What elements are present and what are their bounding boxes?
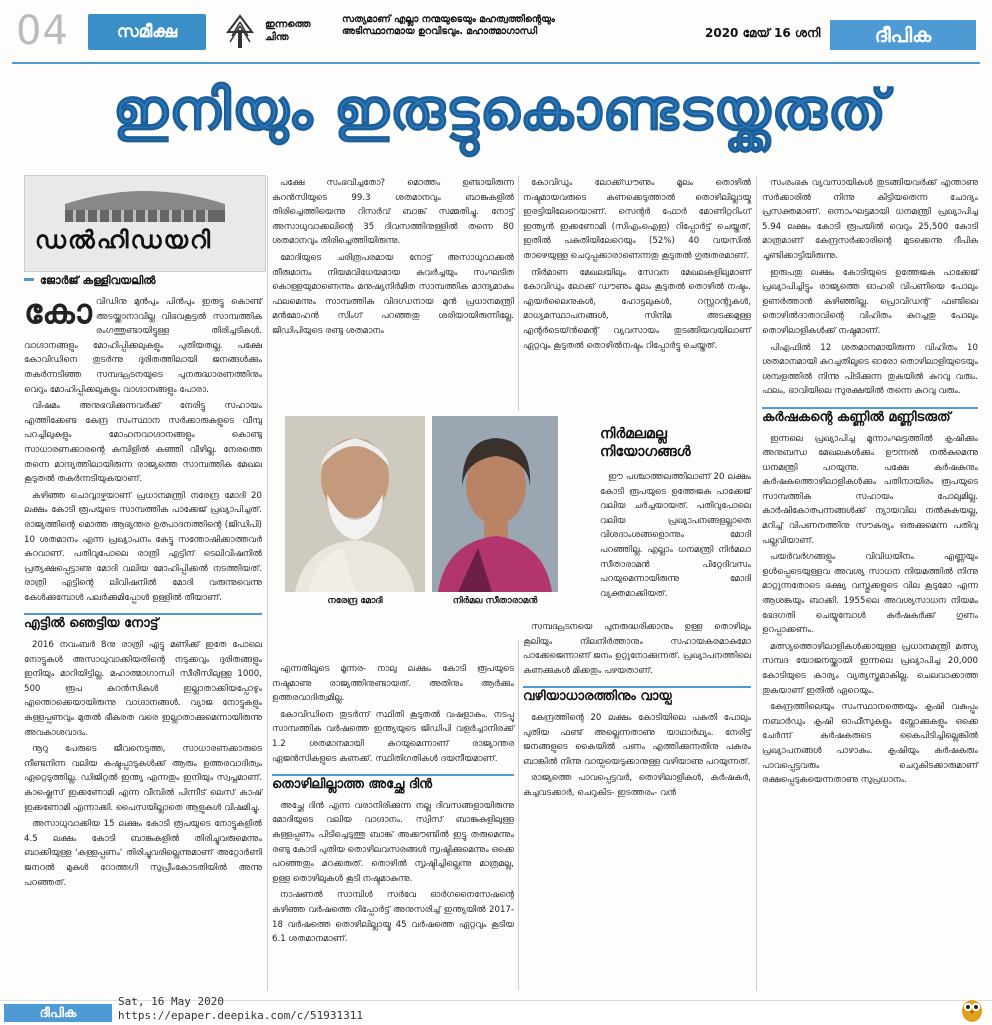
column-divider [267,176,268,991]
subheading: വഴിയാധാരത്തിനും വായ്പ [523,686,751,705]
article-column-4 [762,176,978,790]
article-column-3 [523,176,751,355]
footer-date: Sat, 16 May 2020 [118,995,224,1008]
paragraph: 2016 നവംബർ 8നു രാത്രി എട്ടു മണിക്ക് ഇതേ പോലെ നോട്ടുകൾ അസാധുവാക്കിയതിന്റെ നടുക്കവും ദുരിതങ്ങളും ഇനിയും മാറിയിട്ടില്ല. മഹാത്മാഗാന്ധി സീരീസിലുള്ള 1000, 500 രൂപ കറൻസികൾ ഇല്ലാതാക്കിയപ്പോഴും എന്തൊക്കെയായിരുന്നു വാഗ്ദാനങ്ങൾ. വ്യാജ നോട്ടുകളും കള്ളപ്പണവും മുതൽ ഭീകരത വരെ ഇല്ലാതാക്കുമെന്നായിരുന്നു അവകാശവാദം. [24,640,262,738]
paragraph: പയർവർഗങ്ങളും വിവിധയിനം എണ്ണയും ഉൾപ്പെടെയുള്ളവ അവശ്യ സാധന നിയമത്തിൽ നിന്നു മാറ്റുന്നതോടെ ഭക്ഷ്യ വസ്തുക്കളുടെ വില കൂടുമോ എന്ന ആശങ്കയും ബാക്കി. 1955ലെ അവശ്യസാധന നിയമം ഭേദഗതി ചെയ്യുമ്പോൾ കർഷകർക്ക് ഗുണം ഉറപ്പാക്കണം. [762,552,978,636]
paragraph: നാഷണൽ സാമ്പിൾ സർവേ ഓർഗനൈസേഷന്റെ കഴിഞ്ഞ വർഷത്തെ റിപ്പോർട്ട് അനുസരിച്ച് ഇന്ത്യയിൽ 2017-18 വർഷത്തെ തൊഴിലില്ലായ്മ 45 വർഷത്തെ ഏറ്റവും കൂടിയ 6.1 ശതമാനമാണ്. [272,890,514,945]
paragraph: നൂറു പേരുടെ ജീവനെടുത്ത, സാധാരണക്കാരുടെ നീണ്ടനിന്ന വലിയ കഷ്ടപ്പാടുകൾക്ക് ആരും ഉത്തരവാദിത്വം ഏറ്റെടുത്തില്ല. ഡിജിറ്റൽ ഇന്ത്യ എന്നതും ഇനിയും സ്വപ്നമാണ്. കാഷ്ലെസ് ഇക്കണോമി എന്ന വീമ്പിൽ പിന്നീട് ലെസ് കാഷ് ഇക്കണോമി എന്നാക്കി. പൈസയില്ലാതെ ആളുകൾ വിഷമിച്ചു. [24,744,262,813]
column-title: ഡൽഹിഡയറി [35,226,213,254]
paragraph: ഇന്നലെ പ്രഖ്യാപിച്ച മൂന്നാംഘട്ടത്തിൽ കൃഷിക്കും അനുബന്ധ മേഖലകൾക്കും ഊന്നൽ നൽകുമെന്നു ധനമന്ത്രി പറയുന്നു. പക്ഷേ കർഷകനും കർഷകത്തൊഴിലാളികൾക്കും പതിനായിരം രൂപയുടെ സാമ്പത്തിക സഹായം പോലുമില്ല. കാർഷികോത്പന്നങ്ങൾക്ക് ന്യായവില നൽകുകയല്ല, മറിച്ച് വിപണനത്തിനു സൗകര്യം ഒരുക്കുമെന്ന പതിവു പല്ലവിയാണ്. [762,433,978,546]
parliament-icon [55,184,235,224]
page-headline: ഇനിയും ഇരുട്ടുകൊണ്ടടയ്ക്കരുത് [112,78,888,143]
article-column-3-narrow [600,470,751,603]
paragraph: കോവിഡും ലോക്ക്ഡൗണും മൂലം തൊഴിൽ നഷ്ടമായവരുടെ കണക്കെടുത്താൽ തൊഴിലില്ലായ്മ ഇരട്ടിയിലേറെയാണ്. സെന്റർ ഫോർ മോണിറ്ററിംഗ് ഇന്ത്യൻ ഇക്കണോമി (സിഎംഐഇ) റിപ്പോർട്ട് ചെയ്തത്, ഇതിൽ പകുതിയിലേറെയും (52%) 40 വയസിൽ താഴെയുള്ള ചെറുപ്പക്കാരാണെന്നതു കൂടുതൽ ഗുരുതരമാണ്. [523,178,751,261]
column-divider [518,176,519,411]
paragraph: പിഎഫിൽ 12 ശതമാനമായിരുന്ന വിഹിതം 10 ശതമാനമായി കുറച്ചതിലൂടെ ഓരോ തൊഴിലാളിയുടെയും ശമ്പളത്തിൽ നിന്നു പിടിക്കുന്ന തുകയിൽ കുറവു വരും. ഫലം, ഭാവിയിലെ സുരക്ഷയിൽ തന്നെ കുറവു വരും. [762,342,978,397]
paragraph: അസാധുവാക്കിയ 15 ലക്ഷം കോടി രൂപയുടെ നോട്ടുകളിൽ 4.5 ലക്ഷം കോടി ബാങ്കുകളിൽ തിരിച്ചുവരുമെന്നും ബാക്കിയുള്ള 'കള്ളപ്പണം' തിരിച്ചുവരില്ലെന്നുമാണ് അറ്റോർണി ജനറൽ മുകുൾ റോത്തഗി സുപ്രീംകോടതിയിൽ അന്നു പറഞ്ഞത്. [24,819,262,888]
section-label: സമീക്ഷ [88,14,206,50]
paragraph: നിർമാണ മേഖലയിലും സേവന മേഖലകളിലുമാണ് കോവിഡും ലോക്ക് ഡൗണും മൂലം കൂടുതൽ തൊഴിൽ നഷ്ടം. എയർലൈനുകൾ, ഹോട്ടലുകൾ, റസ്റ്ററന്റുകൾ, മാധ്യമസ്ഥാപനങ്ങൾ, സിനിമ അടക്കമുള്ള എന്റർടെയ്ൻമെന്റ് വ്യവസായം തുടങ്ങിയവയിലാണ് ഏറ്റവും കൂടുതൽ തൊഴിൽനഷ്ടം റിപ്പോർട്ടു ചെയ്തത്. [523,267,751,351]
paragraph: മോദിയുടെ ചരിത്രപരമായ നോട്ട് അസാധുവാക്കൽ തീരുമാനം നിയമവിധേയമായ കവർച്ചയും സംഘടിത കൊള്ളയുമാണെന്നും മനുഷ്യനിർമിത സാമ്പത്തിക മാന്ദ്യമാകും ഫലമെന്നും സാമ്പത്തിക വിദഗ്ധനായ മുൻ പ്രധാനമന്ത്രി മൻമോഹൻ സിംഗ് പറഞ്ഞതു ശരിയായിരുന്നില്ലേ. ജിഡിപിയുടെ രണ്ടു ശതമാനം [272,252,514,336]
paragraph: രാജ്യത്തെ പാവപ്പെട്ടവർ, തൊഴിലാളികൾ, കർഷകർ, കച്ചവടക്കാർ, ചെറുകിട- ഇടത്തരം- വൻ [523,773,751,798]
author-byline: ജോർജ് കള്ളിവയലിൽ [40,274,156,287]
subheading: എട്ടിൽ ഞെട്ടിയ നോട്ട് [24,613,262,632]
footer-logo[interactable]: ദീപിക [4,1004,112,1022]
subheading: തൊഴിലില്ലാത്ത അച്ഛേ ദിൻ [272,774,514,793]
pull-heading: നിർമലമല്ല നിയോഗങ്ങൾ [600,426,691,460]
paragraph: സമ്പദ്ഘടനയെ പുനരുദ്ധരിക്കാനും ഉള്ള തൊഴിലും കൂലിയും നിലനിർത്താനും സഹായകരമാകുമോ പാക്കേജെന്നാണ് ജനം ഉറ്റുനോക്കുന്നത്. പ്രഖ്യാപനത്തിലെ കണക്കുകൾ മിക്കതും പഴയതാണ്. [523,622,751,676]
photo-caption: നിർമല സീതാരാമൻ [452,596,538,606]
photo-modi [285,416,425,592]
thought-label: ഇന്നത്തെ ചിന്ത [265,19,311,43]
paragraph: കഴിഞ്ഞ ചൊവ്വാഴ്ചയാണ് പ്രധാനമന്ത്രി നരേന്ദ്ര മോദി 20 ലക്ഷം കോടി രൂപയുടെ സാമ്പത്തിക പാക്കേജ് പ്രഖ്യാപിച്ചത്. രാജ്യത്തിന്റെ മൊത്ത ആഭ്യന്തര ഉത്പാദനത്തിന്റെ (ജിഡിപി) 10 ശതമാനം എന്ന പ്രഖ്യാപനം കേട്ടു സന്തോഷിക്കാത്തവർ കുറവാണ്. പതിവുപോലെ രാത്രി എട്ടിന് ടെലിവിഷനിൽ പ്രത്യക്ഷപ്പെട്ടാണു മോദി വലിയ മോഹിപ്പിക്കൽ നടത്തിയത്. രാത്രി എട്ടിന്റെ ലിവിഷനിൽ മോദി വരുന്നുവെന്നു കേൾക്കുമ്പോൾ പലർക്കുമിപ്പോൾ ഉള്ളിൽ തീയാണ്. [24,490,262,603]
portrait-icon [285,416,425,592]
paragraph: കേന്ദ്രത്തിലെയും സംസ്ഥാനത്തെയും കൃഷി വകുപ്പും നബാർഡും കൃഷി ഓഫീസുകളും ബ്ലോക്കുകളും ഒക്കെ ചേർന്ന് കർഷകരുടെ കൈപിടിച്ചില്ലെങ്കിൽ പ്രഖ്യാപനങ്ങൾ പാഴാകും. കൃഷിയും കർഷകരും പാവപ്പെട്ടവരും ചെറുകിടക്കാരുമാണ് രക്ഷപ്പെടുകയെന്നതാണു സുപ്രധാനം. [762,702,978,786]
paragraph: പക്ഷേ സംഭവിച്ചതോ? മൊത്തം ഉണ്ടായിരുന്ന കറൻസിയുടെ 99.3 ശതമാനവും ബാങ്കുകളിൽ തിരിച്ചെത്തിയെന്നു റിസർവ് ബാങ്ക് സമ്മതിച്ചു. നോട്ട് അസാധുവാക്കലിന്റെ 35 ദിവസത്തിനുള്ളിൽ തന്നെ 80 ശതമാനവും തിരിച്ചെത്തിയിരുന്നു. [272,178,514,247]
header-divider [12,62,980,64]
article-column-2-continued [272,662,514,949]
drop-cap: കോ [24,292,92,332]
owl-icon[interactable] [960,995,984,1023]
paragraph: മത്സ്യത്തൊഴിലാളികൾക്കായുള്ള പ്രധാനമന്ത്രി മത്സ്യ സമ്പദ യോജനയ്ക്കായി ഇന്നലെ പ്രഖ്യാപിച്ച 20,000 കോടിയുടെ കാര്യം വ്യത്യസ്തമാകില്ല. ചെലവാക്കാത്ത തുകയാണ് ഇതിൽ ഏറെയും. [762,641,978,696]
footer-url[interactable]: https://epaper.deepika.com/c/51931311 [118,1009,364,1022]
paragraph: വിഷമം അനുഭവിക്കുന്നവർക്ക് നേരിട്ടു സഹായം എത്തിക്കേണ്ട കേന്ദ്ര സംസ്ഥാന സർക്കാരുകളുടെ വീമ്പു പറച്ചിലുകളും മോഹനവാഗ്ദാനങ്ങളും കൊണ്ടു സാധാരണക്കാരന്റെ കുമ്പിളിൽ കഞ്ഞി വീഴില്ല. നേരത്തെ തന്നെ മാന്ദ്യത്തിലായിരുന്ന രാജ്യത്തെ സാമ്പത്തിക മേഖല കൂടുതൽ തകർന്നടിയുകയാണ്. [24,401,262,485]
column-divider [756,176,757,991]
subheading: കർഷകന്റെ കണ്ണിൽ മണ്ണിടരുത് [762,407,978,426]
paragraph: എന്നതിലൂടെ മൂന്നര- നാലു ലക്ഷം കോടി രൂപയുടെ നഷ്ടമാണു രാജ്യത്തിനുണ്ടായത്. അതിനും ആർക്കും ഉത്തരവാദിത്വമില്ല. [272,664,514,704]
portrait-icon [432,416,558,592]
paragraph: ഈ പശ്ചാത്തലത്തിലാണ് 20 ലക്ഷം കോടി രൂപയുടെ ഉത്തേജക പാക്കേജ് വലിയ ചർച്ചയായത്. പതിവുപോലെ വലിയ പ്രഖ്യാപനങ്ങളല്ലാതെ വിശദാംശങ്ങളൊന്നും മോദി പറഞ്ഞില്ല. എല്ലാം ധനമന്ത്രി നിർമലാ സീതാരാമൻ പിറ്റേദിവസം പറയുമെന്നായിരുന്നു മോദി വ്യക്തമാക്കിയത്. [600,472,751,599]
article-column-2 [272,176,514,341]
paragraph: കോവിഡിനെ തുടർന്ന് സ്ഥിതി കൂടുതൽ വഷളാകും. നടപ്പു സാമ്പത്തിക വർഷത്തെ ഇന്ത്യയുടെ ജിഡിപി വളർച്ചാനിരക്ക് 1.2 ശതമാനമായി കുറയുമെന്നാണ് രാജ്യാന്തര ഏജൻസികളുടെ കണക്ക്. സ്ഥിതിഗതികൾ ദയനീയമാണ്. [272,709,514,764]
paragraph: കേന്ദ്രത്തിന്റെ 20 ലക്ഷം കോടിയിലെ പകുതി പോലും പുതിയ ഫണ്ട് അല്ലെന്നതാണു യാഥാർഥ്യം. നേരിട്ട് ജനങ്ങളുടെ കൈയിൽ പണം എത്തിക്കുന്നതിനു പകരം ബാങ്കിൽ നിന്നു വായ്പയെടുക്കാനുള്ള വഴിയാണു പറയുന്നത്. [523,712,751,767]
page-number: 04 [16,8,69,54]
photo-nirmala [432,416,558,592]
column-logo [24,175,266,272]
article-column-1 [24,292,262,892]
brand-logo: ദീപിക [830,20,976,50]
epaper-footer [0,995,992,1025]
paragraph: സംരംഭക വ്യവസായികൾ തുടങ്ങിയവർക്ക് എന്താണു സർക്കാരിൽ നിന്നു കിട്ടിയതെന്ന ചോദ്യം പ്രസക്തമാണ്. ഒന്നാംഘട്ടമായി ധനമന്ത്രി പ്രഖ്യാപിച്ച 5.94 ലക്ഷം കോടി രൂപയിൽ വെറും 25,500 കോടി മാത്രമാണ് കേന്ദ്രസർക്കാരിന്റെ മുടക്കെന്നു ദീപിക ചൂണ്ടിക്കാട്ടിയിരുന്നു. [762,178,978,261]
paragraph: അച്ഛേ ദിൻ എന്ന വരാനിരിക്കുന്ന നല്ല ദിവസങ്ങളായിരുന്നു മോദിയുടെ വലിയ വാഗ്ദാനം. സ്വിസ് ബാങ്കുകളിലുള്ള കള്ളപ്പണം പിടിച്ചെടുത്തു ബാങ്ക് അക്കൗണ്ടിൽ ഇട്ടു തരുമെന്നും രണ്ടു കോടി പുതിയ തൊഴിലവസരങ്ങൾ സൃഷ്ടിക്കുമെന്നും ഒക്കെ പറഞ്ഞതും മറക്കരുത്. തൊഴിൽ സൃഷ്ടിച്ചില്ലെന്നു മാത്രമല്ല, ഉള്ള തൊഴിലുകൾ കൂടി നഷ്ടമാകുന്നു. [272,800,514,884]
photo-caption: നരേന്ദ്ര മോദി [327,596,383,606]
page-header [10,8,982,58]
article-column-3-continued [523,620,751,803]
quote-of-day: സത്യമാണ് എല്ലാ നന്മയുടെയും മഹത്വത്തിന്റെയും അടിസ്ഥാനമായ ഉറവിടവും. മഹാത്മാഗാന്ധി [342,14,555,37]
column-divider [518,640,519,990]
paragraph: കോവിഡിനു മുൻപും പിൻപും ഇരുട്ടു കൊണ്ട് അടയ്ക്കാനാവില്ല വിഭവകൂട്ടൽ സാമ്പത്തിക രംഗത്തുണ്ടായിട്ടുള്ള തിരിച്ചടികൾ. വാഗ്ദാനങ്ങളും മോഹിപ്പിക്കലുകളും പുതിയതല്ല. പക്ഷേ കോവിഡിനെ തുടർന്നു ദുരിതത്തിലായി ജനങ്ങൾക്കും തകർന്നടിഞ്ഞ സമ്പദ്ഘടനയുടെ പുനരുദ്ധാരണത്തിനും വെറും മോഹിപ്പിക്കലുകളും വാഗ്ദാനങ്ങളും പോരാ. [24,292,262,395]
tree-icon [220,14,260,50]
issue-date: 2020 മേയ് 16 ശനി [705,26,821,40]
paragraph: ഇരുപതു ലക്ഷം കോടിയുടെ ഉത്തേജക പാക്കേജ് പ്രഖ്യാപിച്ചിട്ടും രാജ്യത്തെ ഓഹരി വിപണിയെ പോലും ഉണർത്താൻ കഴിഞ്ഞില്ല. പ്രൊവിഡന്റ് ഫണ്ടിലെ തൊഴിൽദാതാവിന്റെ വിഹിതം കുറച്ചതു പോലും തൊഴിലാളികൾക്ക് നഷ്ടമാണ്. [762,267,978,336]
